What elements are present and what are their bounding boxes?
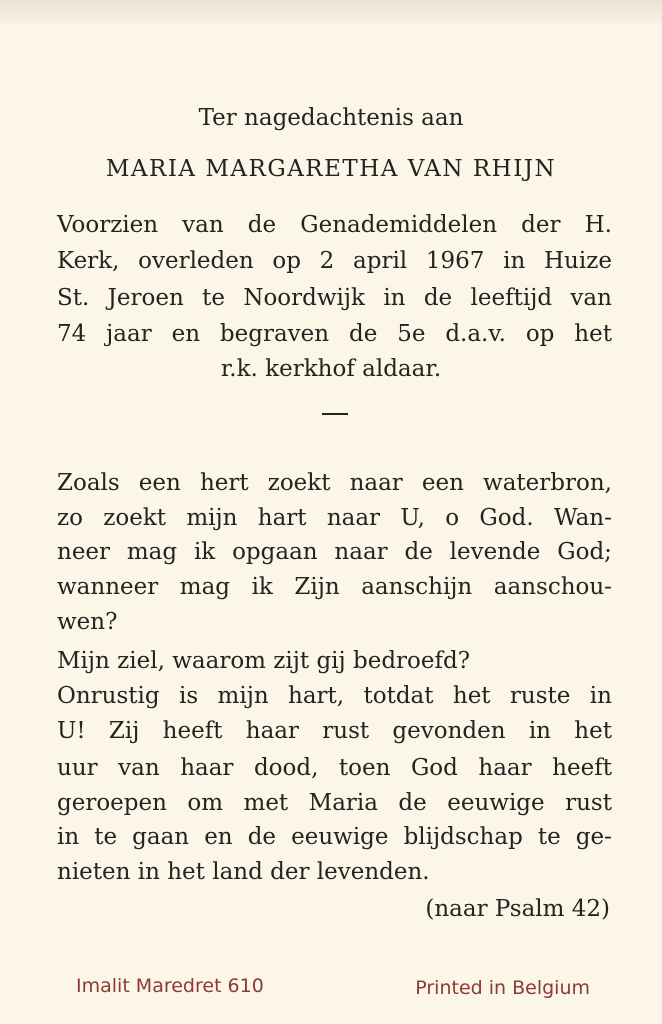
word: blijdschap	[403, 824, 523, 850]
word: het	[452, 683, 491, 709]
word: 1967	[425, 248, 485, 274]
word: hert	[199, 470, 249, 496]
word: eeuwige	[447, 790, 545, 816]
poem-line-2	[57, 504, 612, 532]
word: 5e	[397, 321, 426, 347]
word: op	[525, 321, 555, 347]
word: hart	[257, 505, 307, 531]
word: de	[398, 790, 427, 816]
word: zo	[57, 505, 83, 531]
bio-line-2	[57, 247, 612, 275]
poem-line-12: nieten in het land der levenden.	[57, 859, 430, 885]
word: zoekt	[103, 505, 167, 531]
word: d.a.v.	[445, 321, 506, 347]
word: jaar	[106, 321, 152, 347]
word: ge-	[575, 824, 612, 850]
word: haar	[245, 718, 299, 744]
word: begraven	[219, 321, 330, 347]
word: Zij	[108, 718, 140, 744]
word: 2	[319, 248, 335, 274]
word: God;	[557, 539, 612, 565]
word: uur	[57, 755, 98, 781]
word: de	[247, 212, 277, 238]
word: Maria	[308, 790, 378, 816]
word: april	[353, 248, 408, 274]
word: gaan	[132, 824, 190, 850]
poem-line-6: Mijn ziel, waarom zijt gij bedroefd?	[57, 648, 471, 674]
word: Wan-	[553, 505, 612, 531]
bio-line-3	[57, 284, 612, 312]
psalm-source: (naar Psalm 42)	[425, 896, 610, 922]
word: heeft	[552, 755, 612, 781]
word: waterbron,	[483, 470, 612, 496]
word: van	[182, 212, 224, 238]
word: te	[94, 824, 118, 850]
word: met	[243, 790, 289, 816]
word: toen	[338, 755, 391, 781]
word: zoekt	[267, 470, 331, 496]
word: naar	[334, 539, 388, 565]
bio-line-1	[57, 211, 612, 239]
word: rust	[565, 790, 612, 816]
word: U,	[400, 505, 425, 531]
word: totdat	[363, 683, 434, 709]
word: het	[574, 321, 612, 347]
word: te	[537, 824, 561, 850]
poem-line-5: wen?	[57, 609, 118, 635]
word: naar	[349, 470, 403, 496]
bio-line-5: r.k. kerkhof aldaar.	[220, 356, 442, 382]
word: wanneer	[57, 574, 159, 600]
word: de	[404, 539, 433, 565]
word: God	[410, 755, 458, 781]
bio-line-4	[57, 320, 612, 348]
word: in	[503, 248, 526, 274]
word: op	[272, 248, 301, 274]
deceased-name: MARIA MARGARETHA VAN RHIJN	[105, 156, 557, 182]
word: mijn	[186, 505, 238, 531]
word: geroepen	[57, 790, 167, 816]
word: in	[528, 718, 551, 744]
word: Zijn	[294, 574, 340, 600]
word: Genademiddelen	[300, 212, 498, 238]
word: Noordwijk	[243, 285, 365, 311]
word: eeuwige	[291, 824, 389, 850]
word: Voorzien	[57, 212, 159, 238]
word: ik	[251, 574, 273, 600]
word: naar	[326, 505, 381, 531]
word: de	[423, 285, 453, 311]
poem-line-7	[57, 682, 612, 710]
word: rust	[322, 718, 370, 744]
word: van	[570, 285, 612, 311]
word: een	[421, 470, 464, 496]
word: der	[521, 212, 561, 238]
word: hart,	[288, 683, 345, 709]
word: een	[138, 470, 181, 496]
poem-line-8	[57, 717, 612, 745]
card-edge-shadow	[0, 0, 662, 28]
word: het	[574, 718, 612, 744]
word: en	[204, 824, 233, 850]
word: heeft	[162, 718, 223, 744]
word: en	[171, 321, 201, 347]
word: U!	[57, 718, 86, 744]
word: is	[178, 683, 199, 709]
word: in	[57, 824, 80, 850]
word: overleden	[138, 248, 254, 274]
word: St.	[57, 285, 90, 311]
word: Zoals	[57, 470, 120, 496]
word: de	[348, 321, 378, 347]
word: mijn	[217, 683, 269, 709]
poem-line-9	[57, 754, 612, 782]
poem-line-10	[57, 789, 612, 817]
word: aanschou-	[493, 574, 612, 600]
word: de	[247, 824, 277, 850]
printer-imprint: Imalit Maredret 610	[76, 975, 264, 997]
word: haar	[180, 755, 234, 781]
word: mag	[179, 574, 231, 600]
word: gevonden	[392, 718, 506, 744]
word: van	[118, 755, 160, 781]
word: aanschijn	[361, 574, 473, 600]
word: opgaan	[232, 539, 318, 565]
poem-line-3	[57, 538, 612, 566]
word: mag	[126, 539, 178, 565]
word: Onrustig	[57, 683, 160, 709]
word: neer	[57, 539, 111, 565]
word: God.	[479, 505, 534, 531]
word: Huize	[544, 248, 612, 274]
poem-line-1	[57, 469, 612, 497]
word: 74	[57, 321, 87, 347]
word: in	[383, 285, 406, 311]
word: ruste	[509, 683, 571, 709]
poem-line-11	[57, 823, 612, 851]
word: in	[589, 683, 612, 709]
word: Jeroen	[107, 285, 184, 311]
word: te	[202, 285, 225, 311]
word: Kerk,	[57, 248, 120, 274]
word: haar	[478, 755, 532, 781]
heading: Ter nagedachtenis aan	[198, 105, 464, 131]
word: H.	[584, 212, 612, 238]
word: dood,	[253, 755, 319, 781]
word: ik	[193, 539, 216, 565]
word: leeftijd	[470, 285, 553, 311]
word: om	[187, 790, 224, 816]
printed-in-label: Printed in Belgium	[415, 977, 590, 999]
separator-dash	[322, 413, 348, 415]
word: levende	[449, 539, 541, 565]
poem-line-4	[57, 573, 612, 601]
word: o	[445, 505, 460, 531]
